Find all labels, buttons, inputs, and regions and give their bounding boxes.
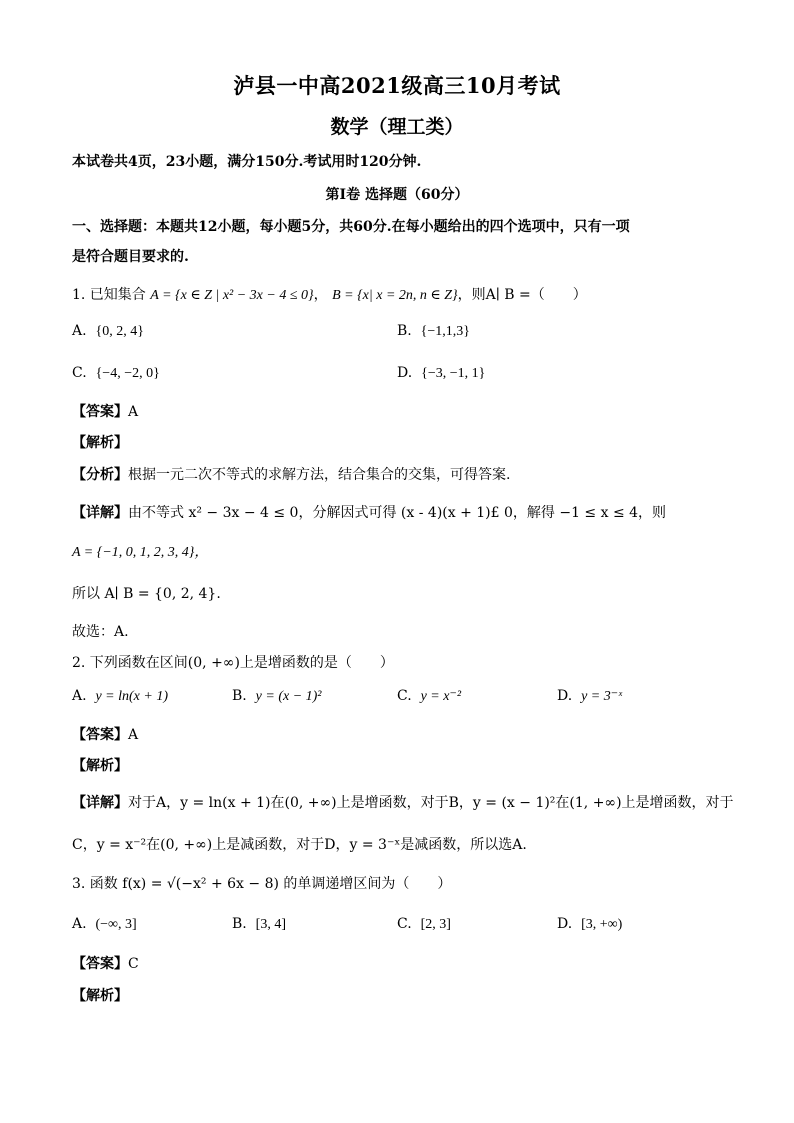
q2-detail-2: C，y = x⁻²在(0, +∞)上是减函数，对于D，y = 3⁻ˣ是减函数，所以选A. <box>72 837 527 853</box>
q3-analysis-tag: 【解析】 <box>72 988 128 1004</box>
exam-title: 泸县一中高2021级高三10月考试 <box>233 73 561 98</box>
q1-detail-4: 故选：A. <box>72 624 129 640</box>
q3-option-c: C. [2, 3] <box>397 916 451 932</box>
q2-option-a: A. y = ln(x + 1) <box>72 688 169 704</box>
q1-set-b: B = {x| x = 2n, n ∈ Z} <box>332 288 458 303</box>
q2-stem: 2. 下列函数在区间(0, +∞)上是增函数的是（ ） <box>72 655 394 671</box>
q1-option-d: D. {−3, −1, 1} <box>397 365 486 381</box>
q2-option-d: D. y = 3⁻ˣ <box>557 688 623 704</box>
q1-number: 1. 已知集合 <box>72 287 146 303</box>
q3-answer: 【答案】C <box>72 956 139 972</box>
q1-option-c: C. {−4, −2, 0} <box>72 365 160 381</box>
part1-title: 第I卷 选择题（60分） <box>325 187 469 203</box>
q3-option-a: A. (−∞, 3] <box>72 916 137 932</box>
q3-option-b: B. [3, 4] <box>232 916 286 932</box>
section1-line1: 一、选择题：本题共12小题，每小题5分，共60分.在每小题给出的四个选项中，只有一项 <box>72 219 630 235</box>
q1-answer: 【答案】A <box>72 404 139 420</box>
q1-analysis-tag: 【解析】 <box>72 435 128 451</box>
q3-option-d: D. [3, +∞) <box>557 916 623 932</box>
q3-stem: 3. 函数 f(x) = √(−x² + 6x − 8) 的单调递增区间为（ ） <box>72 876 452 892</box>
q2-option-c: C. y = x⁻² <box>397 688 462 704</box>
q2-answer: 【答案】A <box>72 727 139 743</box>
exam-subject: 数学（理工类） <box>330 116 464 138</box>
q2-option-b: B. y = (x − 1)² <box>232 688 322 704</box>
q2-analysis-tag: 【解析】 <box>72 758 128 774</box>
section1-line2: 是符合题目要求的. <box>72 249 189 265</box>
q1-stem <box>72 284 734 304</box>
q1-fenxi: 【分析】根据一元二次不等式的求解方法，结合集合的交集，可得答案. <box>72 467 511 483</box>
q1-separator: ， <box>313 287 328 303</box>
q2-detail-1: 【详解】对于A，y = ln(x + 1)在(0, +∞)上是增函数，对于B，y = (x − 1)²在(1, +∞)上是增函数，对于 <box>72 795 734 811</box>
q1-detail-2: A = {−1, 0, 1, 2, 3, 4}， <box>72 545 209 560</box>
q1-option-b: B. {−1,1,3} <box>397 323 470 339</box>
q1-set-a: A = {x ∈ Z | x² − 3x − 4 ≤ 0} <box>150 288 314 303</box>
exam-intro: 本试卷共4页，23小题，满分150分.考试用时120分钟. <box>72 154 422 170</box>
q1-detail-3: 所以 A∣ B = {0, 2, 4}. <box>72 586 221 602</box>
q1-detail-1: 【详解】由不等式 x² − 3x − 4 ≤ 0，分解因式可得 (x - 4)(x + 1)£ 0，解得 −1 ≤ x ≤ 4，则 <box>72 505 667 521</box>
q1-tail: ，则A∣ B =（ ） <box>457 287 587 303</box>
q1-option-a: A. {0, 2, 4} <box>72 323 144 339</box>
